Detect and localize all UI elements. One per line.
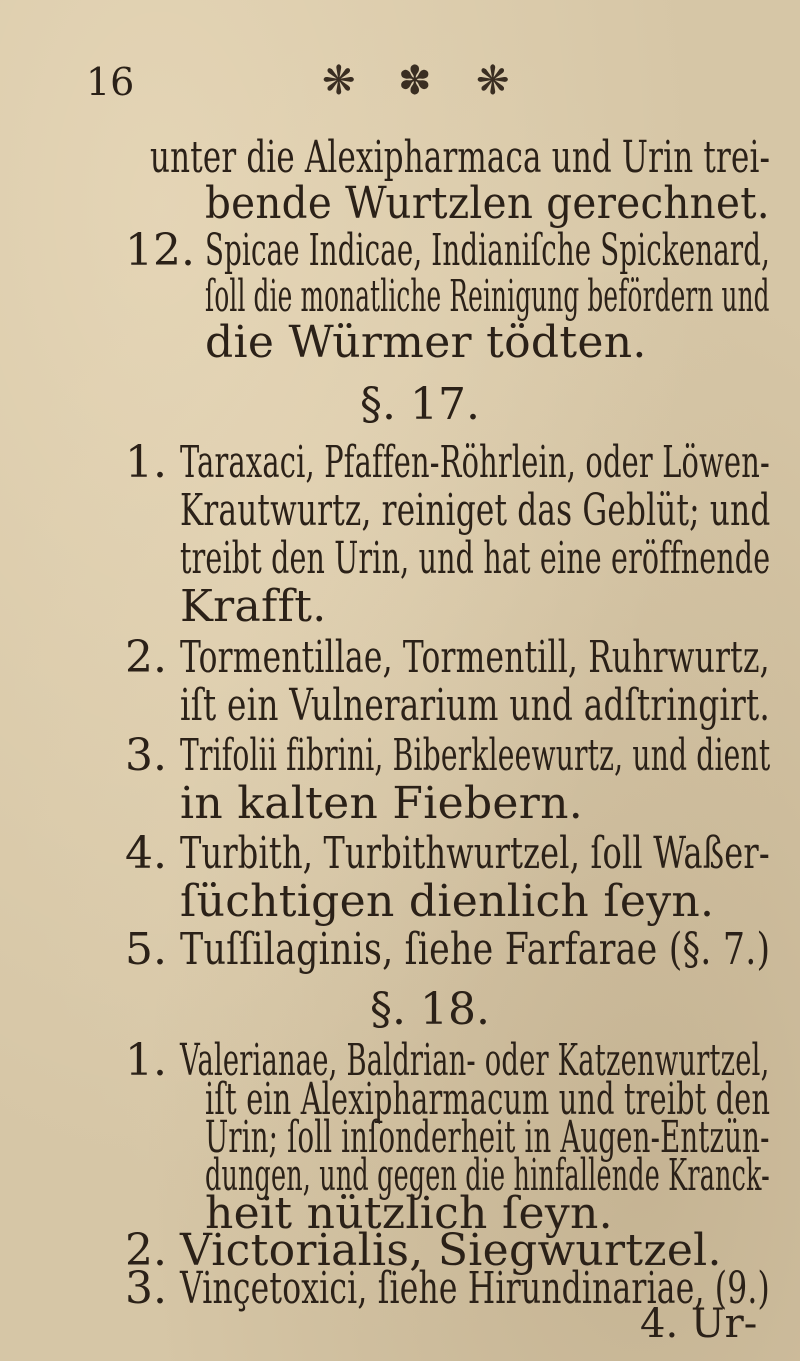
text-line: Trifolii fibrini, Biberkleewurtz, und dient [180, 730, 771, 781]
text-line: Turbith, Turbithwurtzel, ſoll Waßer- [180, 827, 770, 879]
text-line: Krafft. [180, 580, 327, 632]
text-line: dungen, und gegen die hinfallende Kranck- [205, 1149, 770, 1201]
ornament-right-icon: ❋ [476, 58, 510, 104]
text-line: treibt den Urin, und hat eine eröffnende [180, 532, 771, 584]
entry-number: 3. [125, 730, 167, 781]
ornament-center-icon: ✽ [398, 58, 432, 104]
text-line: ſoll die monatliche Reinigung befördern und [205, 270, 770, 322]
text-line: unter die Alexipharmaca und Urin trei- [150, 132, 771, 183]
text-line: Valerianae, Baldrian- oder Katzenwurtzel, [180, 1035, 770, 1086]
text-line: Vinçetoxici, ſiehe Hirundinariae, (9.) [180, 1262, 770, 1314]
text-line: heit nützlich ſeyn. [205, 1187, 613, 1239]
entry-number: 2. [125, 632, 167, 684]
entry-number: 1. [125, 436, 167, 488]
entry-number: 2. [125, 1225, 167, 1277]
text-line: Spicae Indicae, Indianiſche Spickenard, [205, 224, 771, 276]
catchword: 4. Ur- [640, 1300, 758, 1347]
section-heading: §. 17. [360, 378, 480, 430]
text-line: in kalten Fiebern. [180, 777, 584, 829]
text-line: Taraxaci, Pfaffen-Röhrlein, oder Löwen- [180, 436, 770, 488]
text-line: Tuſſilaginis, ſiehe Farfarae (§. 7.) [180, 923, 771, 975]
text-line: Tormentillae, Tormentill, Ruhrwurtz, [180, 632, 770, 684]
text-line: bende Wurtzlen gerechnet. [205, 178, 770, 230]
entry-number: 3. [125, 1262, 167, 1314]
entry-number: 12. [125, 224, 195, 276]
text-line: iſt ein Vulnerarium und adſtringirt. [180, 680, 771, 732]
entry-number: 1. [125, 1035, 167, 1086]
text-line: Krautwurtz, reiniget das Geblüt; und [180, 484, 771, 536]
text-line: Victorialis, Siegwurtzel. [180, 1225, 722, 1277]
entry-number: 5. [125, 923, 167, 975]
text-line: die Würmer tödten. [205, 317, 647, 369]
entry-number: 4. [125, 827, 167, 879]
page-number: 16 [86, 60, 135, 104]
text-line: Urin; ſoll inſonderheit in Augen-Entzün- [205, 1112, 770, 1164]
ornament-left-icon: ❋ [322, 58, 356, 104]
text-line: ſüchtigen dienlich ſeyn. [180, 875, 715, 927]
section-heading: §. 18. [370, 983, 490, 1035]
text-line: iſt ein Alexipharmacum und treibt den [205, 1074, 771, 1126]
page-header [0, 58, 800, 118]
